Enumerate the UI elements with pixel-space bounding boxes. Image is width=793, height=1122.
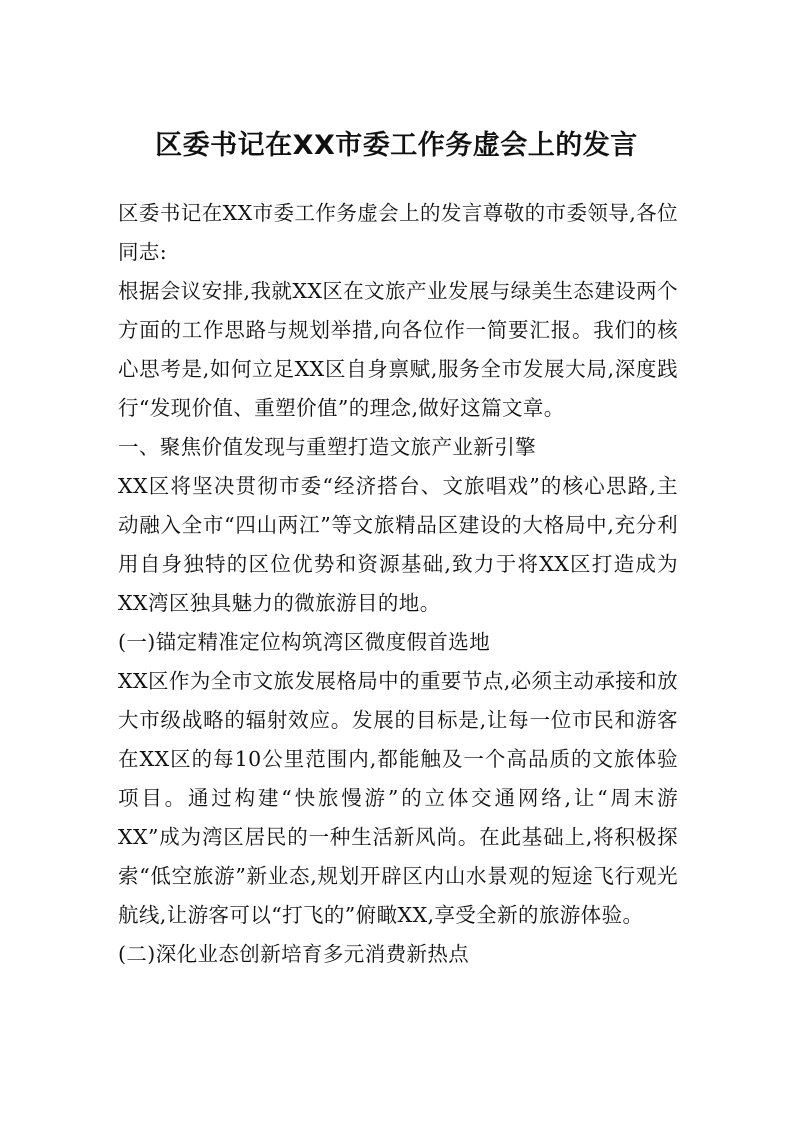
paragraph-subsection-1: XX区作为全市文旅发展格局中的重要节点,必须主动承接和放大市级战略的辐射效应。发展的目标是,让每一位市民和游客在XX区的每10公里范围内,都能触及一个高品质的文旅体验项目。通过构建“快旅慢游”的立体交通网络,让“周末游XX”成为湾区居民的一种生活新风尚。在此基础上,将积极探索“低空旅游”新业态,规划开辟区内山水景观的短途飞行观光航线,让游客可以“打飞的”俯瞰XX,享受全新的旅游体验。 <box>118 669 678 927</box>
paragraph-intro: 根据会议安排,我就XX区在文旅产业发展与绿美生态建设两个方面的工作思路与规划举措,向各位作一简要汇报。我们的核心思考是,如何立足XX区自身禀赋,服务全市发展大局,深度践行“发现价值、重塑价值”的理念,做好这篇文章。 <box>118 279 678 420</box>
subsection-heading-1: (一)锚定精准定位构筑湾区微度假首选地 <box>118 630 491 654</box>
paragraph-opening: 区委书记在XX市委工作务虚会上的发言尊敬的市委领导,各位同志: <box>118 201 678 264</box>
document-body <box>118 194 678 974</box>
paragraph-section-1: XX区将坚决贯彻市委“经济搭台、文旅唱戏”的核心思路,主动融入全市“四山两江”等文旅精品区建设的大格局中,充分利用自身独特的区位优势和资源基础,致力于将XX区打造成为XX湾区独具魅力的微旅游目的地。 <box>118 474 678 615</box>
section-heading-1: 一、聚焦价值发现与重塑打造文旅产业新引擎 <box>118 435 536 459</box>
document-title: 区委书记在XX市委工作务虚会上的发言 <box>155 130 638 161</box>
subsection-heading-2: (二)深化业态创新培育多元消费新热点 <box>118 942 470 966</box>
